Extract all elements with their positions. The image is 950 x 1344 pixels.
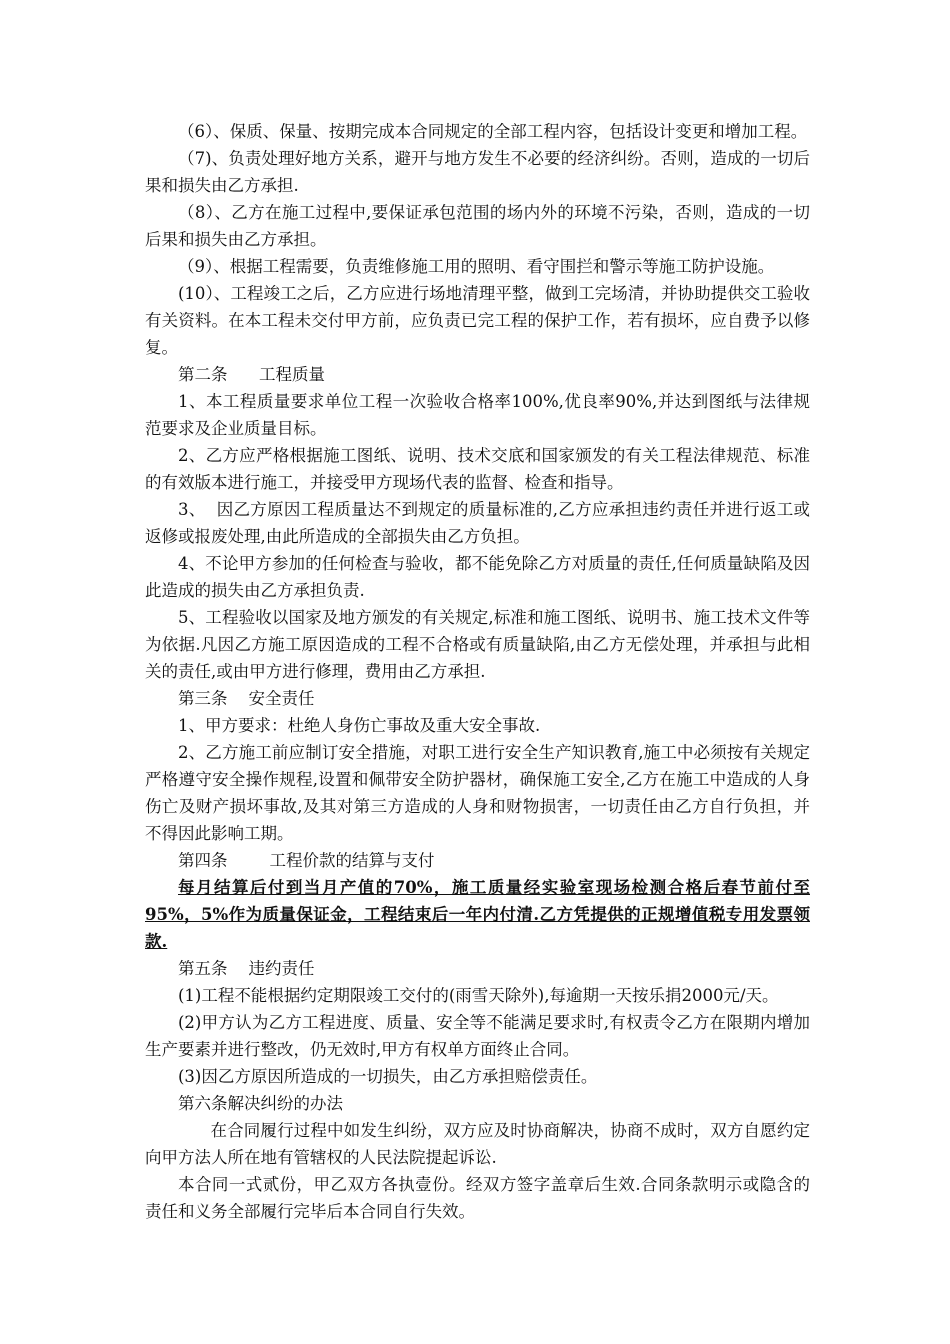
section-heading: 第五条 违约责任 [178, 959, 315, 978]
paragraph: 在合同履行过程中如发生纠纷，双方应及时协商解决，协商不成时，双方自愿约定向甲方法人所在地有管辖权的人民法院提起诉讼. [145, 1121, 810, 1167]
paragraph: 5、工程验收以国家及地方颁发的有关规定,标准和施工图纸、说明书、施工技术文件等为依据.凡因乙方施工原因造成的工程不合格或有质量缺陷,由乙方无偿处理，并承担与此相关的责任,或由甲方进行修理，费用由乙方承担. [145, 608, 810, 681]
paragraph: （9）、根据工程需要，负责维修施工用的照明、看守围拦和警示等施工防护设施。 [178, 257, 775, 276]
paragraph: (3)因乙方原因所造成的一切损失，由乙方承担赔偿责任。 [178, 1067, 598, 1086]
paragraph: 1、甲方要求：杜绝人身伤亡事故及重大安全事故. [178, 716, 541, 735]
paragraph: 1、本工程质量要求单位工程一次验收合格率100%,优良率90%,并达到图纸与法律规范要求及企业质量目标。 [145, 392, 810, 438]
paragraph: 4、不论甲方参加的任何检查与验收，都不能免除乙方对质量的责任,任何质量缺陷及因此造成的损失由乙方承担负责. [145, 554, 810, 600]
paragraph: (10）、工程竣工之后，乙方应进行场地清理平整，做到工完场清，并协助提供交工验收有关资料。在本工程未交付甲方前，应负责已完工程的保护工作，若有损坏，应自费予以修复。 [145, 284, 810, 357]
paragraph: （7)、负责处理好地方关系，避开与地方发生不必要的经济纠纷。否则，造成的一切后果和损失由乙方承担. [145, 149, 810, 195]
section-heading: 第三条 安全责任 [178, 689, 315, 708]
paragraph: 2、乙方应严格根据施工图纸、说明、技术交底和国家颁发的有关工程法律规范、标准的有效版本进行施工，并接受甲方现场代表的监督、检查和指导。 [145, 446, 810, 492]
section-heading: 第四条 工程价款的结算与支付 [178, 851, 435, 870]
paragraph: (2)甲方认为乙方工程进度、质量、安全等不能满足要求时,有权责令乙方在限期内增加生产要素并进行整改，仍无效时,甲方有权单方面终止合同。 [145, 1013, 810, 1059]
paragraph: 2、乙方施工前应制订安全措施，对职工进行安全生产知识教育,施工中必须按有关规定严格遵守安全操作规程,设置和佩带安全防护器材，确保施工安全,乙方在施工中造成的人身伤亡及财产损坏事故,及其对第三方造成的人身和财物损害，一切责任由乙方自行负担，并不得因此影响工期。 [145, 743, 810, 843]
paragraph: （6）、保质、保量、按期完成本合同规定的全部工程内容，包括设计变更和增加工程。 [178, 122, 808, 141]
paragraph: 本合同一式贰份，甲乙双方各执壹份。经双方签字盖章后生效.合同条款明示或隐含的责任和义务全部履行完毕后本合同自行失效。 [145, 1175, 810, 1221]
document-body [145, 118, 810, 1225]
section-heading: 第二条 工程质量 [178, 365, 325, 384]
paragraph: 3、 因乙方原因工程质量达不到规定的质量标准的,乙方应承担违约责任并进行返工或返修或报废处理,由此所造成的全部损失由乙方负担。 [145, 500, 810, 546]
paragraph: (1)工程不能根据约定期限竣工交付的(雨雪天除外),每逾期一天按乐捐2000元/天。 [178, 986, 779, 1005]
payment-terms-paragraph: 每月结算后付到当月产值的70%，施工质量经实验室现场检测合格后春节前付至95%，5%作为质量保证金，工程结束后一年内付清.乙方凭提供的正规增值税专用发票领款. [145, 878, 810, 951]
paragraph: （8）、乙方在施工过程中,要保证承包范围的场内外的环境不污染，否则，造成的一切后果和损失由乙方承担。 [145, 203, 810, 249]
section-heading: 第六条解决纠纷的办法 [178, 1094, 343, 1113]
